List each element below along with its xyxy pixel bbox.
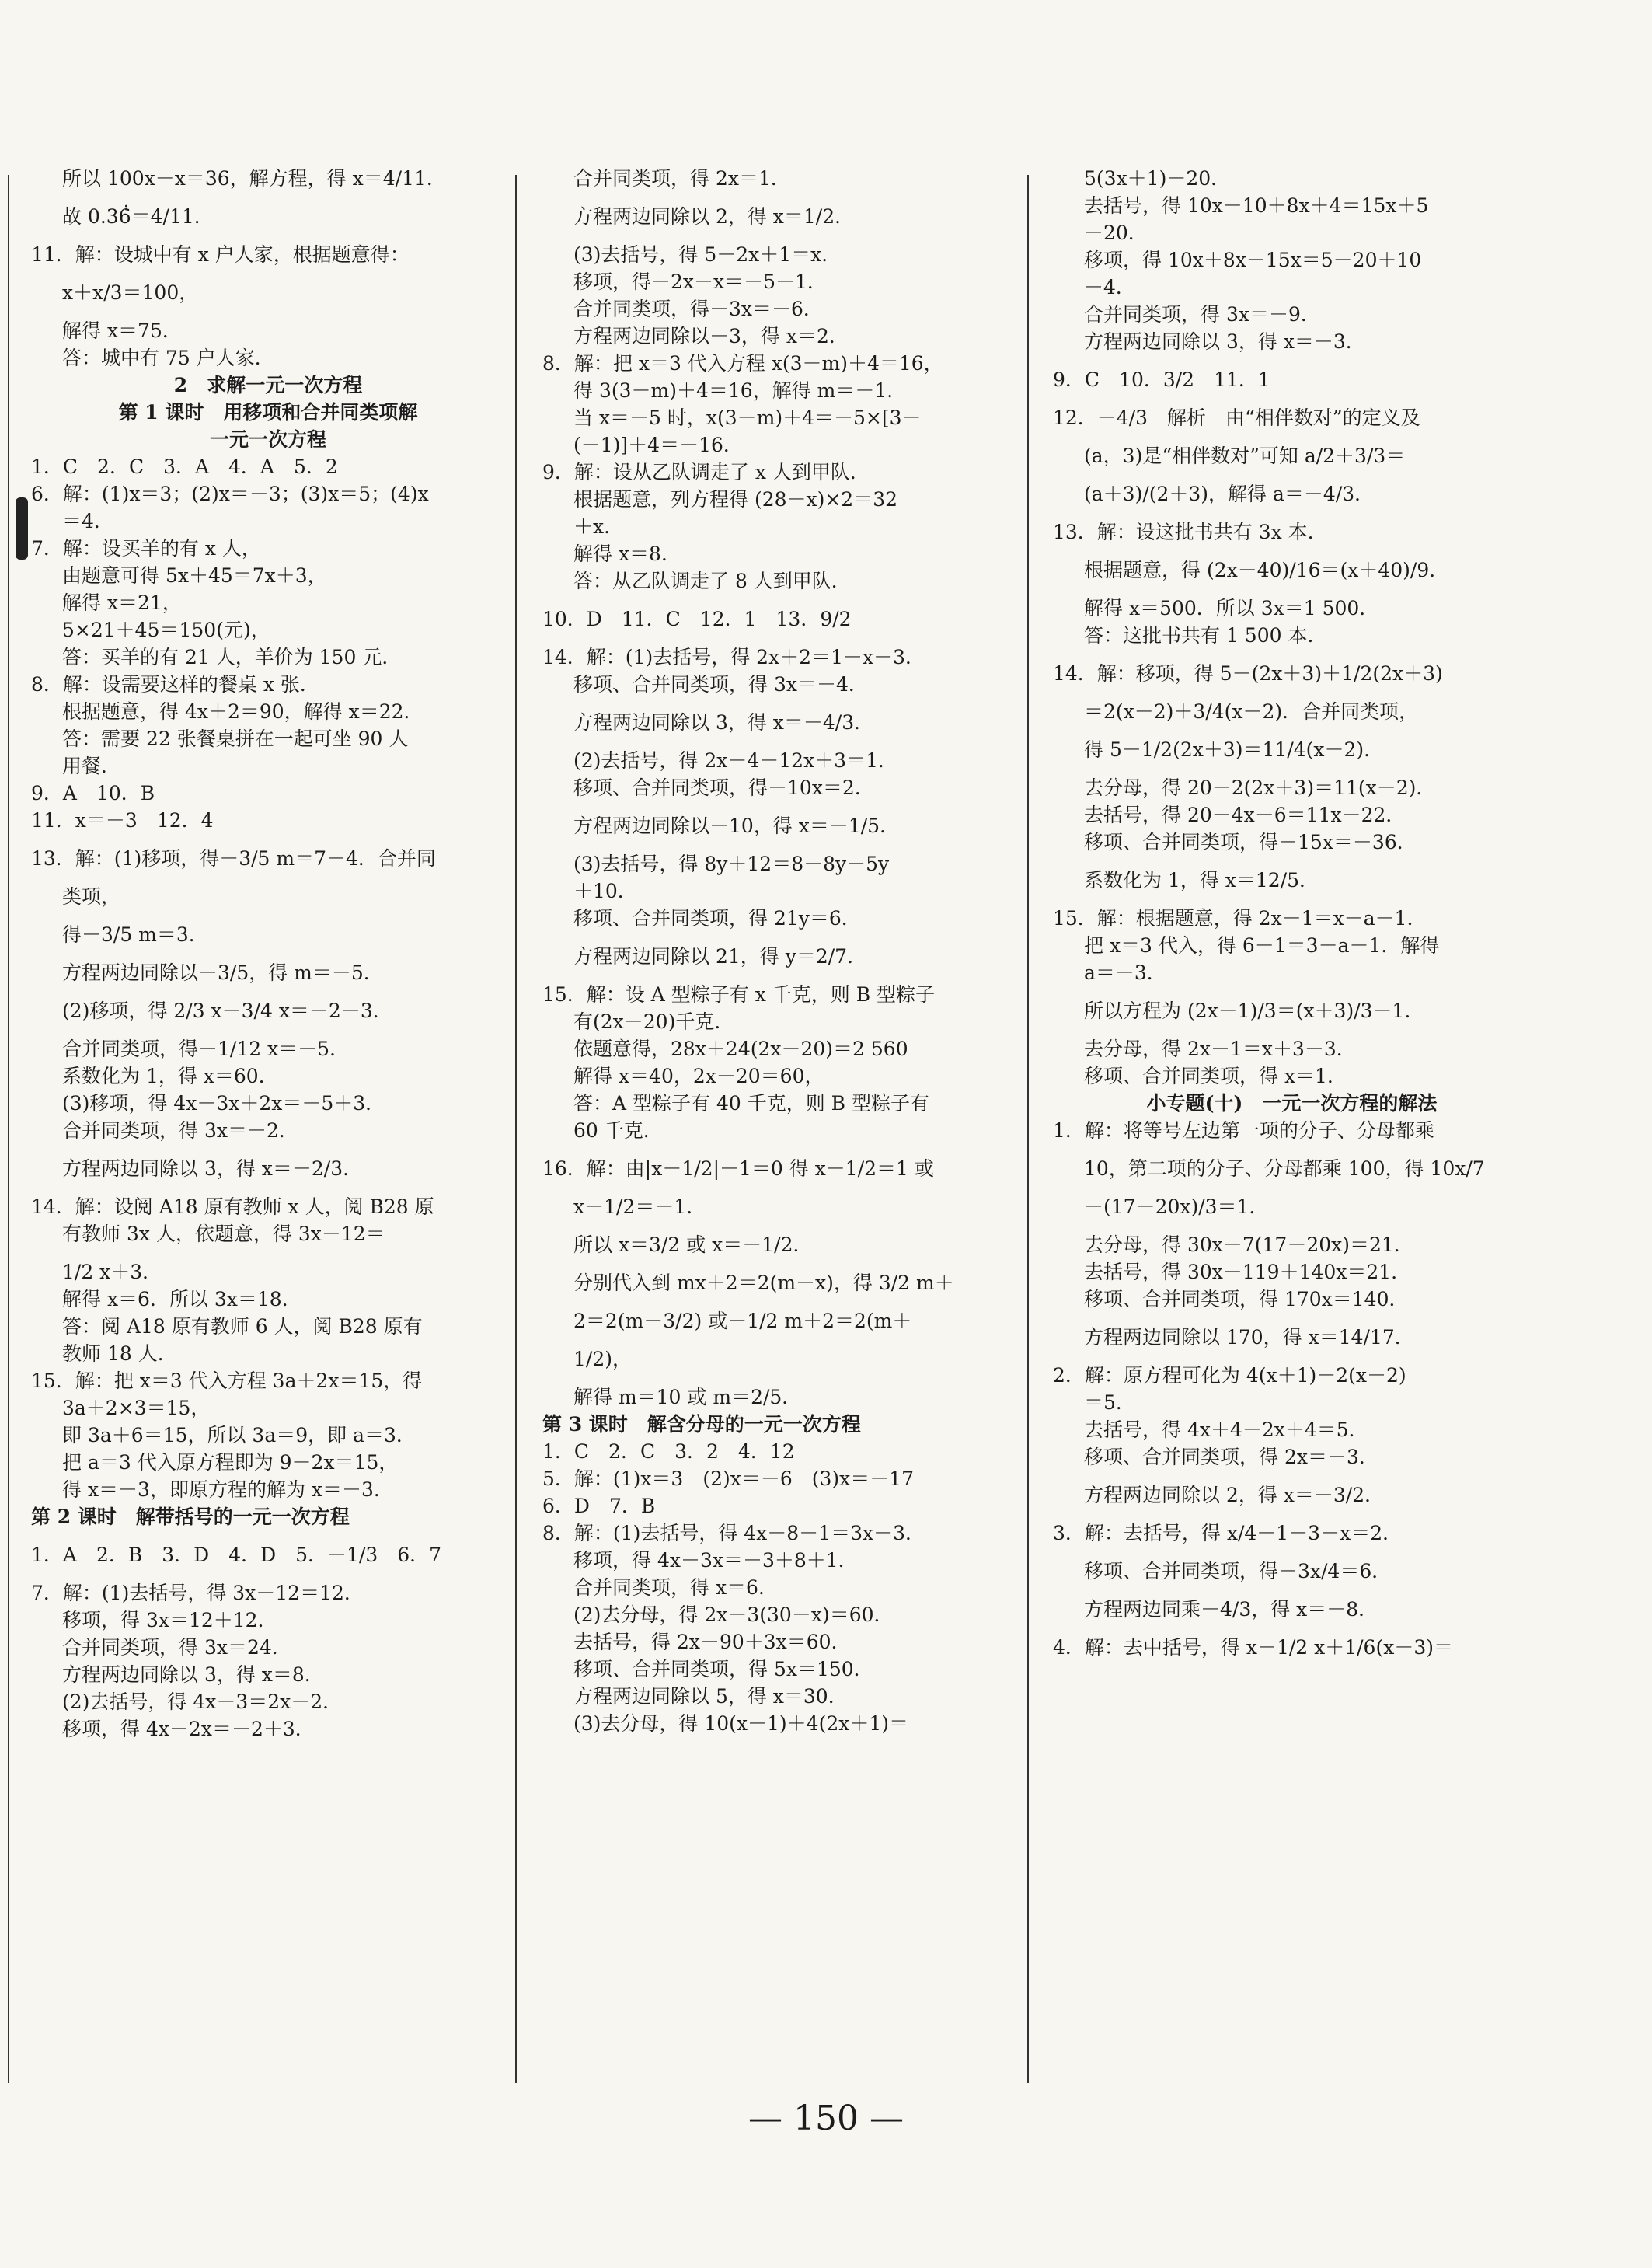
text-line: 5×21＋45＝150(元)，: [62, 619, 270, 641]
text-line: 方程两边同除以－3/5，得 m＝－5．: [62, 961, 383, 984]
text-line: 移项、合并同类项，得－3x/4＝6．: [1084, 1560, 1392, 1582]
text-line: 第 1 课时 用移项和合并同类项解: [118, 401, 418, 424]
text-line: a＝－3．: [1084, 961, 1166, 984]
text-line: 去分母，得 20－2(2x＋3)＝11(x－2)．: [1084, 776, 1436, 799]
text-line: 把 x＝3 代入，得 6－1＝3－a－1．解得: [1084, 934, 1440, 957]
text-line: 去括号，得 20－4x－6＝11x－22．: [1084, 804, 1406, 826]
text-line: 合并同类项，得－3x＝－6．: [573, 298, 823, 320]
text-line: 合并同类项，得 x＝6．: [573, 1576, 778, 1599]
text-line: 1．解：将等号左边第一项的分子、分母都乘: [1053, 1119, 1434, 1142]
text-line: 移项，得－2x－x＝－5－1．: [573, 270, 827, 293]
text-line: 14．解：移项，得 5－(2x＋3)＋1/2(2x＋3): [1053, 662, 1443, 685]
text-line: 答：阅 A18 原有教师 6 人，阅 B28 原有: [62, 1315, 423, 1338]
text-line: 4．解：去中括号，得 x－1/2 x＋1/6(x－3)＝: [1053, 1636, 1453, 1659]
text-line: 所以方程为 (2x－1)/3＝(x＋3)/3－1．: [1084, 1000, 1424, 1022]
column-middle: [542, 165, 1018, 1737]
text-line: 解得 x＝21，: [62, 591, 182, 614]
text-line: 答：需要 22 张餐桌拼在一起可坐 90 人: [62, 728, 409, 750]
text-line: 15．解：把 x＝3 代入方程 3a＋2x＝15，得: [31, 1370, 423, 1392]
text-line: 方程两边同除以 3，得 x＝－2/3．: [62, 1157, 363, 1180]
text-line: 移项、合并同类项，得 2x＝－3．: [1084, 1446, 1378, 1468]
text-line: 得－3/5 m＝3．: [62, 923, 208, 946]
text-line: 把 a＝3 代入原方程即为 9－2x＝15，: [62, 1451, 399, 1474]
text-line: 15．解：设 A 型粽子有 x 千克，则 B 型粽子: [542, 983, 936, 1006]
text-line: 12．－4/3 解析 由“相伴数对”的定义及: [1053, 406, 1420, 429]
text-line: 合并同类项，得－1/12 x＝－5．: [62, 1038, 350, 1060]
text-line: 方程两边同除以 3，得 x＝－4/3．: [573, 711, 874, 734]
text-line: 合并同类项，得 3x＝－2．: [62, 1119, 298, 1142]
text-line: (－1)]＋4＝－16．: [573, 434, 743, 456]
text-line: 教师 18 人．: [62, 1342, 177, 1365]
text-line: 方程两边同除以－10，得 x＝－1/5．: [573, 815, 900, 837]
text-line: 1/2)，: [573, 1348, 632, 1370]
text-line: 13．解：设这批书共有 3x 本．: [1053, 521, 1327, 543]
text-line: 合并同类项，得 3x＝－9．: [1084, 303, 1320, 326]
text-line: 9．解：设从乙队调走了 x 人到甲队．: [542, 461, 870, 483]
text-line: 根据题意，得 4x＋2＝90，解得 x＝22．: [62, 700, 423, 723]
text-line: 移项、合并同类项，得 3x＝－4．: [573, 673, 868, 696]
text-line: 方程两边同除以－3，得 x＝2．: [573, 325, 849, 347]
column-left: [31, 165, 505, 1743]
text-line: 有教师 3x 人，依题意，得 3x－12＝: [62, 1223, 385, 1245]
text-line: 10．D 11．C 12．1 13．9/2: [542, 608, 852, 630]
text-line: 去括号，得 4x＋4－2x＋4＝5．: [1084, 1418, 1368, 1441]
text-line: x－1/2＝－1．: [573, 1195, 706, 1218]
text-line: 去括号，得 30x－119＋140x＝21．: [1084, 1261, 1411, 1283]
text-line: 去分母，得 30x－7(17－20x)＝21．: [1084, 1233, 1413, 1256]
text-line: 7．解：(1)去括号，得 3x－12＝12．: [31, 1582, 364, 1604]
text-line: 由题意可得 5x＋45＝7x＋3，: [62, 564, 327, 587]
text-line: (a＋3)/(2＋3)，解得 a＝－4/3．: [1084, 483, 1375, 505]
text-line: ＋x．: [573, 515, 624, 538]
text-line: (2)移项，得 2/3 x－3/4 x＝－2－3．: [62, 1000, 392, 1022]
text-line: 9．A 10．B: [31, 782, 155, 804]
text-line: 移项、合并同类项，得 21y＝6．: [573, 907, 861, 930]
text-line: 8．解：把 x＝3 代入方程 x(3－m)＋4＝16，: [542, 352, 943, 375]
text-line: 去括号，得 10x－10＋8x＋4＝15x＋5: [1084, 194, 1429, 217]
text-line: ＝2(x－2)＋3/4(x－2)．合并同类项，: [1084, 700, 1419, 723]
text-line: 解得 x＝500．所以 3x＝1 500．: [1084, 597, 1379, 619]
text-line: 去括号，得 2x－90＋3x＝60．: [573, 1631, 851, 1653]
text-line: 5．解：(1)x＝3 (2)x＝－6 (3)x＝－17: [542, 1467, 915, 1490]
text-line: (2)去括号，得 4x－3＝2x－2．: [62, 1691, 343, 1713]
text-line: 方程两边同除以 2，得 x＝1/2．: [573, 205, 855, 228]
text-line: ＝4．: [62, 510, 113, 532]
text-line: 得 3(3－m)＋4＝16，解得 m＝－1．: [573, 379, 907, 402]
text-line: (2)去括号，得 2x－4－12x＋3＝1．: [573, 749, 897, 772]
text-line: 2．解：原方程可化为 4(x＋1)－2(x－2): [1053, 1364, 1406, 1387]
text-line: (2)去分母，得 2x－3(30－x)＝60．: [573, 1603, 894, 1626]
text-line: 第 3 课时 解含分母的一元一次方程: [542, 1413, 861, 1436]
text-line: 6．D 7．B: [542, 1495, 656, 1517]
text-line: 答：买羊的有 21 人，羊价为 150 元．: [62, 646, 402, 668]
text-line: 6．解：(1)x＝3；(2)x＝－3；(3)x＝5；(4)x: [31, 483, 429, 505]
text-line: 16．解：由|x－1/2|－1＝0 得 x－1/2＝1 或: [542, 1157, 934, 1180]
text-line: 有(2x－20)千克．: [573, 1010, 734, 1033]
text-line: 移项，得 4x－2x＝－2＋3．: [62, 1718, 315, 1740]
text-line: (3)去括号，得 8y＋12＝8－8y－5y: [573, 853, 890, 875]
text-line: 答：城中有 75 户人家．: [62, 347, 274, 369]
text-line: 移项、合并同类项，得－15x＝－36．: [1084, 831, 1417, 853]
text-line: 1/2 x＋3．: [62, 1261, 162, 1283]
text-line: 用餐．: [62, 755, 121, 777]
text-line: ＝5．: [1084, 1391, 1135, 1414]
text-line: 根据题意，列方程得 (28－x)×2＝32: [573, 488, 898, 511]
text-line: (3)移项，得 4x－3x＋2x＝－5＋3．: [62, 1092, 385, 1115]
text-line: 根据题意，得 (2x－40)/16＝(x＋40)/9．: [1084, 559, 1449, 581]
text-line: 7．解：设买羊的有 x 人，: [31, 537, 261, 560]
text-line: 得 x＝－3，即原方程的解为 x＝－3．: [62, 1478, 393, 1501]
text-line: 60 千克．: [573, 1119, 663, 1142]
text-line: 2＝2(m－3/2) 或－1/2 m＋2＝2(m＋: [573, 1310, 912, 1332]
text-line: 得 5－1/2(2x＋3)＝11/4(x－2)．: [1084, 738, 1384, 761]
text-line: 13．解：(1)移项，得－3/5 m＝7－4．合并同: [31, 847, 436, 870]
text-line: (a，3)是“相伴数对”可知 a/2＋3/3＝: [1084, 445, 1406, 467]
text-line: 去分母，得 2x－1＝x＋3－3．: [1084, 1038, 1356, 1060]
text-line: 10，第二项的分子、分母都乘 100，得 10x/7: [1084, 1157, 1485, 1180]
text-line: 一元一次方程: [209, 428, 326, 451]
text-line: 移项，得 10x＋8x－15x＝5－20＋10: [1084, 249, 1422, 271]
text-line: 方程两边同乘－4/3，得 x＝－8．: [1084, 1598, 1378, 1621]
column-divider-1: [515, 175, 517, 2083]
text-line: 小专题(十) 一元一次方程的解法: [1146, 1092, 1438, 1115]
text-line: 即 3a＋6＝15，所以 3a＝9，即 a＝3．: [62, 1424, 416, 1446]
column-right: [1053, 165, 1531, 1661]
text-line: 方程两边同除以 3，得 x＝8．: [62, 1663, 324, 1686]
text-line: 类项，: [62, 885, 121, 908]
text-line: 方程两边同除以 3，得 x＝－3．: [1084, 330, 1365, 353]
text-line: 1．C 2．C 3．2 4．12: [542, 1440, 795, 1463]
page-number: — 150 —: [748, 2099, 904, 2138]
text-line: 合并同类项，得 2x＝1．: [573, 167, 790, 190]
text-line: 解得 x＝6．所以 3x＝18．: [62, 1288, 301, 1310]
text-line: 解得 m＝10 或 m＝2/5．: [573, 1386, 802, 1408]
text-line: x＋x/3＝100，: [62, 281, 199, 304]
text-line: 2 求解一元一次方程: [173, 374, 363, 396]
text-line: 8．解：设需要这样的餐桌 x 张．: [31, 673, 319, 696]
text-line: 3a＋2×3＝15，: [62, 1397, 211, 1419]
column-divider-2: [1027, 175, 1029, 2083]
text-line: 14．解：(1)去括号，得 2x＋2＝1－x－3．: [542, 646, 925, 668]
text-line: (3)去括号，得 5－2x＋1＝x．: [573, 243, 842, 266]
text-line: 方程两边同除以 21，得 y＝2/7．: [573, 945, 867, 968]
page-number-value: 150: [793, 2099, 859, 2138]
text-line: 移项，得 3x＝12＋12．: [62, 1609, 277, 1631]
text-line: (3)去分母，得 10(x－1)＋4(2x＋1)＝: [573, 1712, 909, 1735]
left-margin-rule: [8, 175, 9, 2083]
text-line: 系数化为 1，得 x＝12/5．: [1084, 869, 1319, 891]
text-line: 第 2 课时 解带括号的一元一次方程: [31, 1506, 350, 1528]
scan-mark: [16, 497, 28, 560]
text-line: 方程两边同除以 5，得 x＝30．: [573, 1685, 848, 1708]
text-line: 分别代入到 mx＋2＝2(m－x)，得 3/2 m＋: [573, 1272, 954, 1294]
text-line: 所以 100x－x＝36，解方程，得 x＝4/11．: [62, 167, 446, 190]
text-line: 答：从乙队调走了 8 人到甲队．: [573, 570, 851, 592]
text-line: 移项、合并同类项，得 170x＝140．: [1084, 1288, 1409, 1310]
text-line: 11．x＝－3 12．4: [31, 809, 214, 832]
text-line: 解得 x＝8．: [573, 543, 681, 565]
text-line: 解得 x＝40，2x－20＝60，: [573, 1065, 824, 1087]
text-line: 11．解：设城中有 x 户人家，根据题意得：: [31, 243, 410, 266]
text-line: 1．A 2．B 3．D 4．D 5．－1/3 6．7: [31, 1544, 442, 1566]
text-line: 所以 x＝3/2 或 x＝－1/2．: [573, 1233, 813, 1256]
text-line: 系数化为 1，得 x＝60．: [62, 1065, 278, 1087]
text-line: －20．: [1084, 222, 1148, 244]
text-line: －(17－20x)/3＝1．: [1084, 1195, 1269, 1218]
text-line: 9．C 10．3/2 11．1: [1053, 368, 1270, 391]
text-line: 方程两边同除以 170，得 x＝14/17．: [1084, 1326, 1414, 1349]
text-line: 移项、合并同类项，得－10x＝2．: [573, 776, 874, 799]
text-line: －4．: [1084, 276, 1135, 298]
text-line: 移项、合并同类项，得 x＝1．: [1084, 1065, 1347, 1087]
text-line: 方程两边同除以 2，得 x＝－3/2．: [1084, 1484, 1385, 1506]
text-line: 故 0.36̇̇＝4/11．: [62, 205, 214, 228]
text-line: 当 x＝－5 时，x(3－m)＋4＝－5×[3－: [573, 406, 922, 429]
text-line: 解得 x＝75．: [62, 319, 182, 342]
text-line: 8．解：(1)去括号，得 4x－8－1＝3x－3．: [542, 1522, 925, 1544]
text-line: 答：A 型粽子有 40 千克，则 B 型粽子有: [573, 1092, 929, 1115]
text-line: 依题意得，28x＋24(2x－20)＝2 560: [573, 1038, 908, 1060]
text-line: 移项、合并同类项，得 5x＝150．: [573, 1658, 873, 1680]
text-line: 5(3x＋1)－20．: [1084, 167, 1231, 190]
text-line: 14．解：设阅 A18 原有教师 x 人，阅 B28 原: [31, 1195, 434, 1218]
text-line: ＋10．: [573, 880, 637, 902]
text-line: 合并同类项，得 3x＝24．: [62, 1636, 291, 1659]
text-line: 答：这批书共有 1 500 本．: [1084, 624, 1327, 647]
text-line: 1．C 2．C 3．A 4．A 5．2: [31, 455, 338, 478]
text-line: 3．解：去括号，得 x/4－1－3－x＝2．: [1053, 1522, 1403, 1544]
text-line: 移项，得 4x－3x＝－3＋8＋1．: [573, 1549, 858, 1572]
text-line: 15．解：根据题意，得 2x－1＝x－a－1．: [1053, 907, 1427, 930]
